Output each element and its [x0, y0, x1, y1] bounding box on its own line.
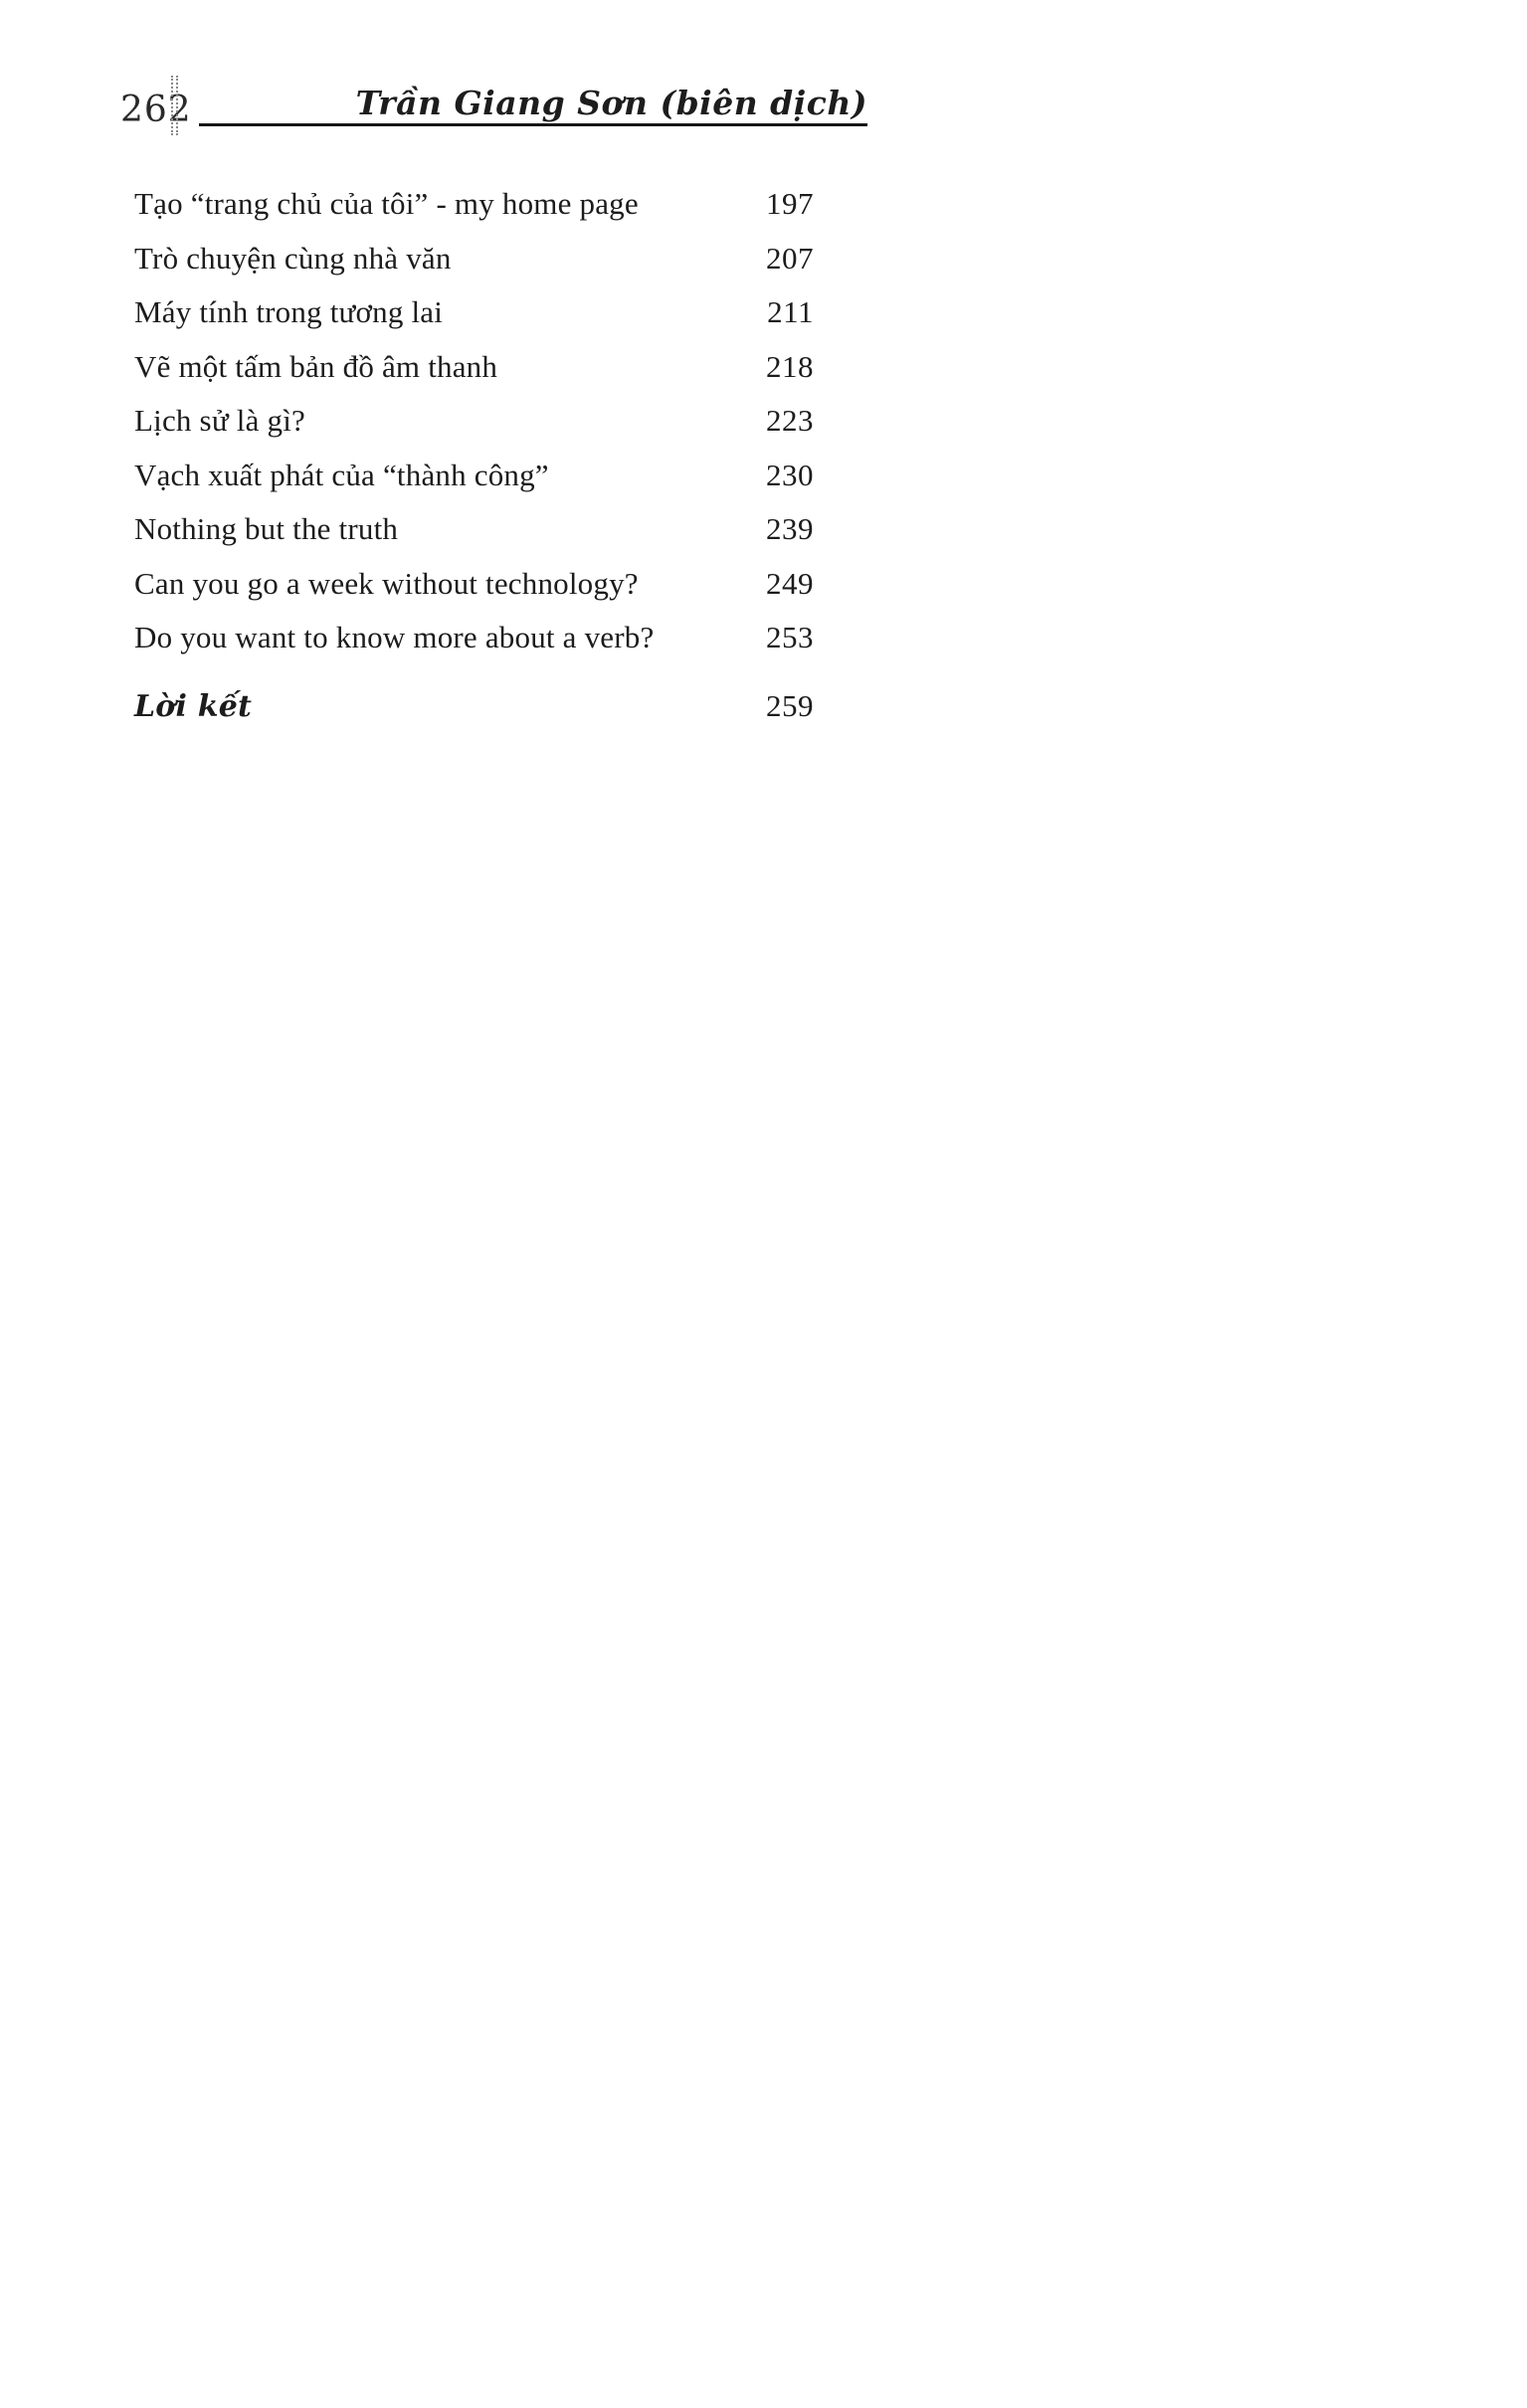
toc-entry-page: 249: [766, 565, 814, 601]
toc-entry-page: 223: [766, 403, 814, 438]
toc-entry-page: 211: [767, 294, 814, 329]
toc-entry-page: 239: [766, 511, 814, 546]
toc-entry-title: Do you want to know more about a verb?: [134, 620, 655, 654]
toc-entry: [134, 340, 814, 395]
running-header-title: Trần Giang Sơn (biên dịch): [355, 84, 867, 122]
table-of-contents: [134, 177, 814, 733]
toc-entry: [134, 177, 814, 232]
toc-entry-title: Vạch xuất phát của “thành công”: [134, 457, 549, 492]
toc-entry-page: 230: [766, 457, 814, 492]
toc-entry: [134, 232, 814, 286]
toc-entry: [134, 557, 814, 612]
page-number: 262: [120, 90, 192, 130]
toc-entry-page: 197: [766, 186, 814, 221]
toc-entry-title: Máy tính trong tương lai: [134, 294, 444, 329]
toc-entry: [134, 285, 814, 340]
toc-entry: [134, 449, 814, 503]
toc-entry-page: 253: [766, 620, 814, 654]
toc-entry: [134, 611, 814, 665]
header-rule: [199, 123, 867, 126]
toc-entry-title: Lịch sử là gì?: [134, 403, 305, 438]
header-divider-ornament: [171, 76, 178, 135]
toc-entry: [134, 502, 814, 557]
toc-entry-title: Vẽ một tấm bản đồ âm thanh: [134, 348, 498, 384]
toc-entry: [134, 394, 814, 449]
toc-entry-title: Can you go a week without technology?: [134, 565, 639, 601]
toc-entry-closing: [134, 679, 814, 734]
toc-entry-title: Tạo “trang chủ của tôi” - my home page: [134, 186, 639, 221]
toc-entry-page: 218: [766, 348, 814, 384]
toc-entry-page: 207: [766, 240, 814, 276]
toc-entry-page: 259: [766, 687, 814, 723]
toc-entry-title: Nothing but the truth: [134, 511, 399, 546]
toc-entry-title: Trò chuyện cùng nhà văn: [134, 240, 452, 276]
toc-entry-title: Lời kết: [134, 688, 253, 724]
